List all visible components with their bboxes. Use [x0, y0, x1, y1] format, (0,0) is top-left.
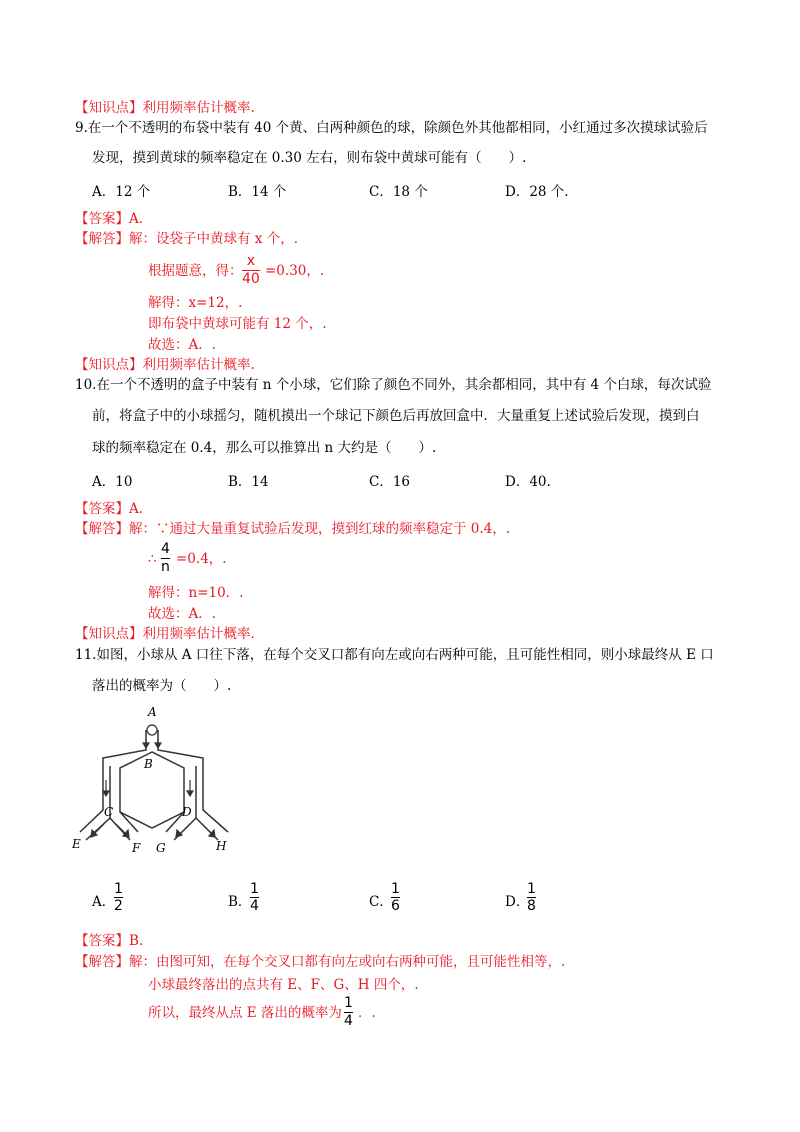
q9-solution-line2-pre: 根据题意，得：	[148, 263, 243, 279]
answer-tag: 【答案】	[75, 933, 129, 949]
q10-option-c: C．16	[369, 474, 411, 490]
fraction-numerator: 4	[161, 541, 170, 557]
answer-value: B.	[129, 933, 144, 949]
q11-option-d-label: D．	[505, 894, 530, 910]
q10-option-b: B．14	[228, 474, 269, 490]
q10-solution-line1	[75, 520, 510, 538]
q10-stem-line2: 前，将盒子中的小球摇匀，随机摸出一个球记下颜色后再放回盒中．大量重复上述试验后发现，摸到白	[92, 408, 700, 424]
fraction-denominator: 40	[242, 271, 260, 287]
q11-option-b-label: B．	[228, 894, 252, 910]
q10-solution-fraction	[161, 541, 170, 576]
q11-option-a-fraction	[114, 881, 123, 914]
q10-stem-line1: 10.在一个不透明的盒子中装有 n 个小球，它们除了颜色不同外，其余都相同，其中有 4 个白球，每次试验	[75, 377, 712, 393]
q11-solution-line3-pre: 所以，最终从点 E 落出的概率为	[148, 1005, 342, 1021]
q10-solution-line4: 故选：A．.	[148, 606, 217, 622]
label-h: H	[216, 839, 227, 853]
q10-stem-line3: 球的频率稳定在 0.4，那么可以推算出 n 大约是（ ）.	[92, 440, 437, 456]
q11-figure	[68, 700, 248, 865]
label-b: B	[144, 757, 153, 771]
fraction-numerator: 1	[344, 995, 353, 1011]
solution-text: 解：由图可知，在每个交叉口都有向左或向右两种可能，且可能性相等，.	[129, 954, 566, 970]
label-c: C	[104, 805, 114, 819]
q11-solution-line2: 小球最终落出的点共有 E、F、G、H 四个，.	[148, 977, 419, 993]
fraction-denominator: n	[161, 559, 170, 575]
q11-solution-fraction	[344, 995, 353, 1030]
q11-option-c-label: C．	[369, 894, 393, 910]
q9-solution-line5: 故选：A．.	[148, 337, 217, 353]
q10-option-d: D．40.	[505, 474, 551, 490]
label-d: D	[182, 805, 192, 819]
knowledge-point-text: 利用频率估计概率.	[142, 100, 255, 116]
q9-option-a: A．12 个	[92, 184, 151, 200]
solution-text: 解：设袋子中黄球有 x 个，.	[129, 231, 298, 247]
q9-stem-line1: 9.在一个不透明的布袋中装有 40 个黄、白两种颜色的球，除颜色外其他都相同，小红通过多次摸球试验后	[75, 120, 708, 136]
knowledge-point	[75, 99, 255, 117]
q11-solution-line3-post: ．.	[358, 1005, 376, 1021]
q9-option-d: D．28 个.	[505, 184, 569, 200]
label-f: F	[132, 841, 141, 855]
fraction-numerator: 1	[391, 881, 400, 897]
fraction-denominator: 4	[250, 898, 259, 914]
q11-stem-line2: 落出的概率为（ ）.	[92, 678, 232, 694]
q11-solution-line1	[75, 953, 565, 971]
q11-option-b-fraction	[250, 881, 259, 914]
knowledge-point-tag: 【知识点】	[75, 357, 143, 373]
q9-solution-fraction	[242, 253, 260, 288]
answer-tag: 【答案】	[75, 501, 129, 517]
answer-value: A.	[129, 211, 144, 227]
fraction-denominator: 8	[527, 898, 536, 914]
q10-answer	[75, 500, 143, 518]
answer-tag: 【答案】	[75, 211, 129, 227]
knowledge-point-text: 利用频率估计概率.	[142, 357, 255, 373]
q9-solution-line4: 即布袋中黄球可能有 12 个，.	[148, 316, 327, 332]
q10-option-a: A．10	[92, 474, 133, 490]
knowledge-point-tag: 【知识点】	[75, 100, 143, 116]
fraction-denominator: 4	[344, 1013, 353, 1029]
answer-value: A.	[129, 501, 144, 517]
q9-stem-line2: 发现，摸到黄球的频率稳定在 0.30 左右，则布袋中黄球可能有（ ）.	[92, 150, 527, 166]
q9-knowledge-point	[75, 356, 255, 374]
q9-solution-line1	[75, 230, 298, 248]
fraction-denominator: 2	[114, 898, 123, 914]
q10-solution-line3: 解得：n=10．.	[148, 585, 244, 601]
q10-solution-line2-post: =0.4，.	[176, 551, 227, 567]
fraction-numerator: 1	[250, 881, 259, 897]
q11-option-d-fraction	[527, 881, 536, 914]
q9-option-c: C．18 个	[369, 184, 428, 200]
q11-option-c-fraction	[391, 881, 400, 914]
q9-option-b: B．14 个	[228, 184, 287, 200]
fraction-numerator: x	[246, 253, 256, 269]
fraction-numerator: 1	[527, 881, 536, 897]
q11-stem-line1: 11.如图，小球从 A 口往下落，在每个交叉口都有向左或向右两种可能，且可能性相同，则小球最终从 E 口	[75, 647, 714, 663]
label-g: G	[156, 841, 166, 855]
solution-tag: 【解答】	[75, 231, 129, 247]
knowledge-point-tag: 【知识点】	[75, 626, 143, 642]
q10-solution-line2-pre: ∴	[148, 551, 157, 567]
label-e: E	[72, 837, 81, 851]
fraction-numerator: 1	[114, 881, 123, 897]
solution-text: 解：∵通过大量重复试验后发现，摸到红球的频率稳定于 0.4，.	[129, 521, 511, 537]
q9-solution-line3: 解得：x=12，.	[148, 295, 243, 311]
q9-solution-line2-post: =0.30，.	[265, 263, 325, 279]
q10-knowledge-point	[75, 625, 255, 643]
q11-answer	[75, 932, 143, 950]
solution-tag: 【解答】	[75, 521, 129, 537]
ball-icon	[147, 725, 157, 735]
label-a: A	[148, 705, 157, 719]
q9-answer	[75, 210, 143, 228]
solution-tag: 【解答】	[75, 954, 129, 970]
q11-option-a-label: A．	[92, 894, 116, 910]
knowledge-point-text: 利用频率估计概率.	[142, 626, 255, 642]
fraction-denominator: 6	[391, 898, 400, 914]
